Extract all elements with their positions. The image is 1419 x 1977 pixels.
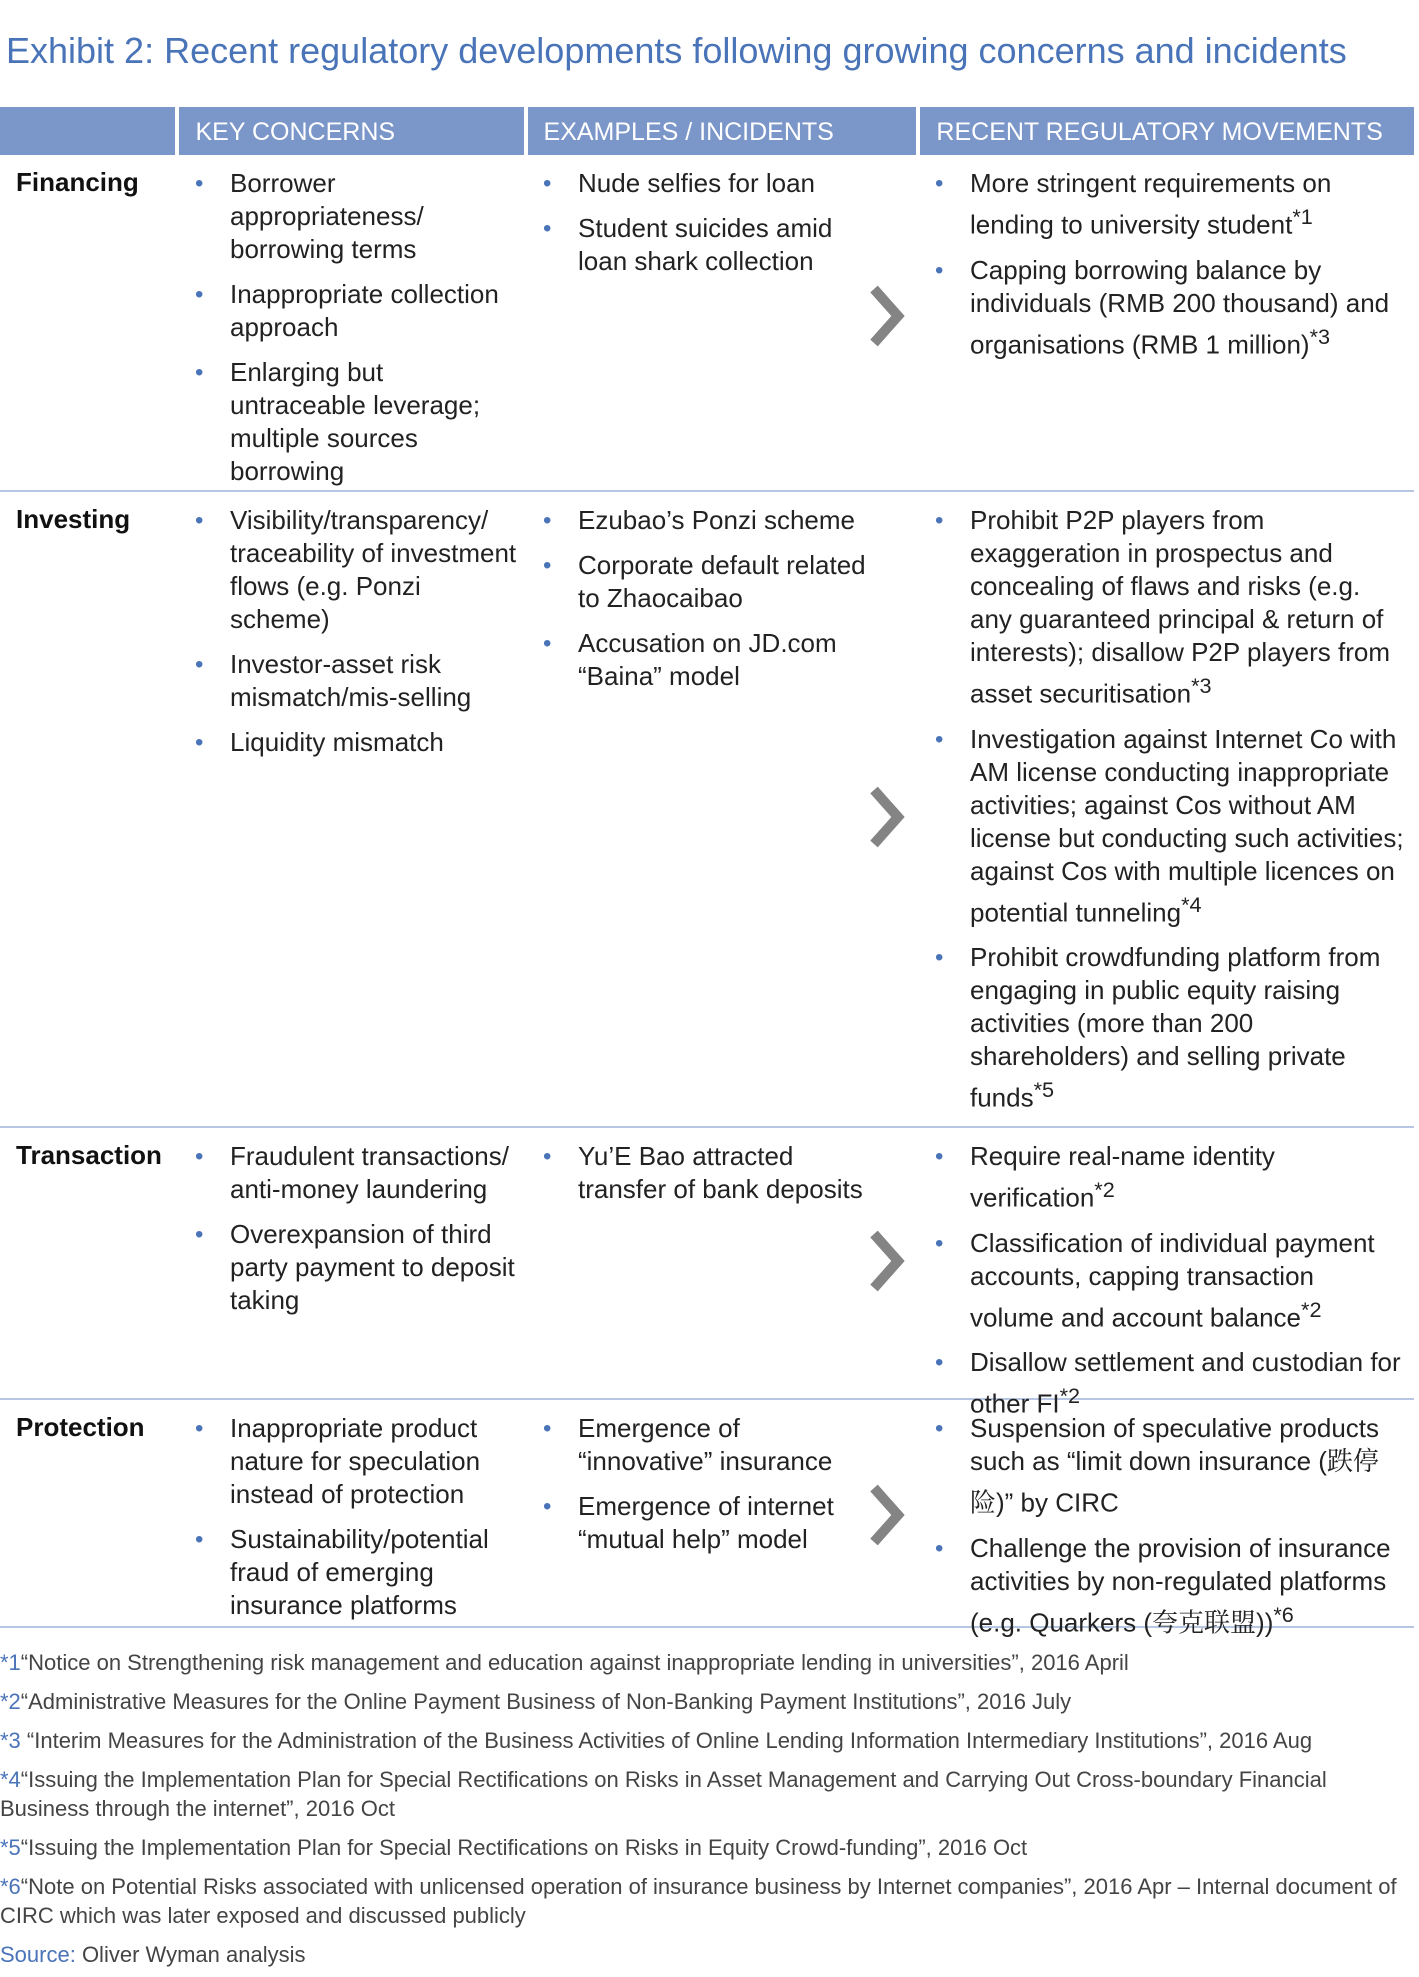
list-item: • Inappropriate product nature for speculation instead of protection — [195, 1412, 525, 1511]
chevron-right-icon — [862, 782, 912, 852]
header-examples-incidents: EXAMPLES / INCIDENTS — [528, 107, 917, 155]
footnote-marker: *1 — [0, 1650, 21, 1675]
list-item: • Investigation against Internet Co with AM license conducting inappropriate activities; against Cos without AM license but conducting such activities; against Cos with multiple licences on potential tunneling$^{*4}$ — [935, 723, 1405, 930]
list-item: • Disallow settlement and custodian for other FI$^{*2}$ — [935, 1346, 1405, 1421]
list-item: • Nude selfies for loan — [543, 167, 873, 200]
list-item: • Prohibit P2P players from exaggeration in prospectus and concealing of flaws and risks (e.g. any guaranteed principal & return of interests); disallow P2P players from asset securitisation$^{*3}$ — [935, 504, 1405, 711]
footnote: *6“Note on Potential Risks associated with unlicensed operation of insurance business by Internet companies”, 2016 Apr – Internal document of CIRC which was later exposed and discussed publicly — [0, 1874, 1397, 1928]
list-item: • Student suicides amid loan shark collection — [543, 212, 873, 278]
footnote: *2“Administrative Measures for the Online Payment Business of Non-Banking Payment Institutions”, 2016 July — [0, 1689, 1072, 1714]
key-concerns-list — [195, 504, 525, 771]
category-label: Investing — [16, 504, 131, 534]
category-label: Transaction — [16, 1140, 162, 1170]
category-label: Protection — [16, 1412, 145, 1442]
section-transaction — [0, 1128, 1414, 1419]
chevron-right-icon — [862, 1226, 912, 1296]
exhibit-title: Exhibit 2: Recent regulatory developments following growing concerns and incidents — [6, 30, 1347, 71]
list-item: • Emergence of internet “mutual help” model — [543, 1490, 873, 1556]
footnote: *4“Issuing the Implementation Plan for Special Rectifications on Risks in Asset Management and Carrying Out Cross-boundary Financial Business through the internet”, 2016 Oct — [0, 1767, 1327, 1821]
list-item: • More stringent requirements on lending to university student$^{*1}$ — [935, 167, 1405, 242]
list-item: • Challenge the provision of insurance activities by non-regulated platforms (e.g. Quarkers (夸克联盟))$^{*6}$ — [935, 1532, 1405, 1640]
footnote: *5“Issuing the Implementation Plan for Special Rectifications on Risks in Equity Crowd-funding”, 2016 Oct — [0, 1835, 1028, 1860]
section-investing — [0, 492, 1414, 1128]
list-item: • Inappropriate collection approach — [195, 278, 525, 344]
examples-list — [543, 1412, 873, 1568]
header-blank-cell — [0, 107, 175, 155]
list-item: • Liquidity mismatch — [195, 726, 525, 759]
source-label: Source: — [0, 1942, 76, 1967]
footnote-ref: *2 — [1301, 1296, 1322, 1322]
list-item: • Enlarging but untraceable leverage; multiple sources borrowing — [195, 356, 525, 488]
footnote-ref: *2 — [1094, 1177, 1115, 1202]
list-item: • Overexpansion of third party payment to deposit taking — [195, 1218, 525, 1317]
list-item: • Classification of individual payment accounts, capping transaction volume and account balance$^{*2}$ — [935, 1227, 1405, 1335]
chevron-right-icon — [862, 281, 912, 351]
key-concerns-list — [195, 1412, 525, 1634]
footnote-ref: *3 — [1309, 323, 1331, 349]
footnote-marker: *2 — [0, 1689, 21, 1714]
header-key-concerns: KEY CONCERNS — [179, 107, 523, 155]
list-item: • Accusation on JD.com “Baina” model — [543, 627, 873, 693]
list-item: • Yu’E Bao attracted transfer of bank deposits — [543, 1140, 873, 1206]
list-item: • Emergence of “innovative” insurance — [543, 1412, 873, 1478]
regulatory-movements-list — [935, 167, 1405, 373]
list-item: • Visibility/transparency/ traceability of investment flows (e.g. Ponzi scheme) — [195, 504, 525, 636]
key-concerns-list — [195, 167, 525, 500]
list-item: • Borrower appropriateness/ borrowing terms — [195, 167, 525, 266]
footnote-ref: *5 — [1033, 1077, 1055, 1103]
list-item: • Suspension of speculative products such as “limit down insurance (跌停险)” by CIRC — [935, 1412, 1405, 1520]
source-text: Oliver Wyman analysis — [75, 1942, 306, 1967]
footnote: *3 “Interim Measures for the Administration of the Business Activities of Online Lending Information Intermediary Institutions”, 2016 Aug — [0, 1728, 1313, 1753]
list-item: • Capping borrowing balance by individuals (RMB 200 thousand) and organisations (RMB 1 million)$^{*3}$ — [935, 254, 1405, 362]
list-item: • Fraudulent transactions/ anti-money laundering — [195, 1140, 525, 1206]
list-item: • Prohibit crowdfunding platform from engaging in public equity raising activities (more than 200 shareholders) and selling private funds$^{*5}$ — [935, 941, 1405, 1115]
examples-list — [543, 167, 873, 290]
list-item: • Investor-asset risk mismatch/mis-selling — [195, 648, 525, 714]
footnote-ref: *3 — [1191, 673, 1212, 698]
footnote: *1“Notice on Strengthening risk management and education against inappropriate lending in universities”, 2016 April — [0, 1650, 1129, 1675]
footnotes — [0, 1648, 1410, 1969]
source-line — [0, 1940, 1410, 1969]
footnote-ref: *4 — [1181, 891, 1202, 917]
footnote-ref: *1 — [1292, 204, 1313, 229]
regulatory-movements-list — [935, 1412, 1405, 1651]
footnote-marker: *5 — [0, 1835, 21, 1860]
footnote-marker: *4 — [0, 1767, 21, 1792]
category-label: Financing — [16, 167, 139, 197]
list-item: • Require real-name identity verification$^{*2}$ — [935, 1140, 1405, 1215]
list-item: • Ezubao’s Ponzi scheme — [543, 504, 873, 537]
footnote-ref: *2 — [1059, 1383, 1081, 1409]
header-regulatory-movements: RECENT REGULATORY MOVEMENTS — [920, 107, 1414, 155]
section-protection — [0, 1400, 1414, 1638]
key-concerns-list — [195, 1140, 525, 1329]
footnote-marker: *6 — [0, 1874, 21, 1899]
section-financing — [0, 155, 1414, 492]
list-item: • Corporate default related to Zhaocaibao — [543, 549, 873, 615]
table-header — [0, 107, 1414, 155]
regulatory-movements-list — [935, 504, 1405, 1127]
footnote-ref: *6 — [1273, 1601, 1294, 1627]
list-item: • Sustainability/potential fraud of emerging insurance platforms — [195, 1523, 525, 1622]
examples-list — [543, 1140, 873, 1218]
chevron-right-icon — [862, 1480, 912, 1550]
examples-list — [543, 504, 873, 705]
footnote-marker: *3 — [0, 1728, 21, 1753]
regulatory-movements-list — [935, 1140, 1405, 1433]
